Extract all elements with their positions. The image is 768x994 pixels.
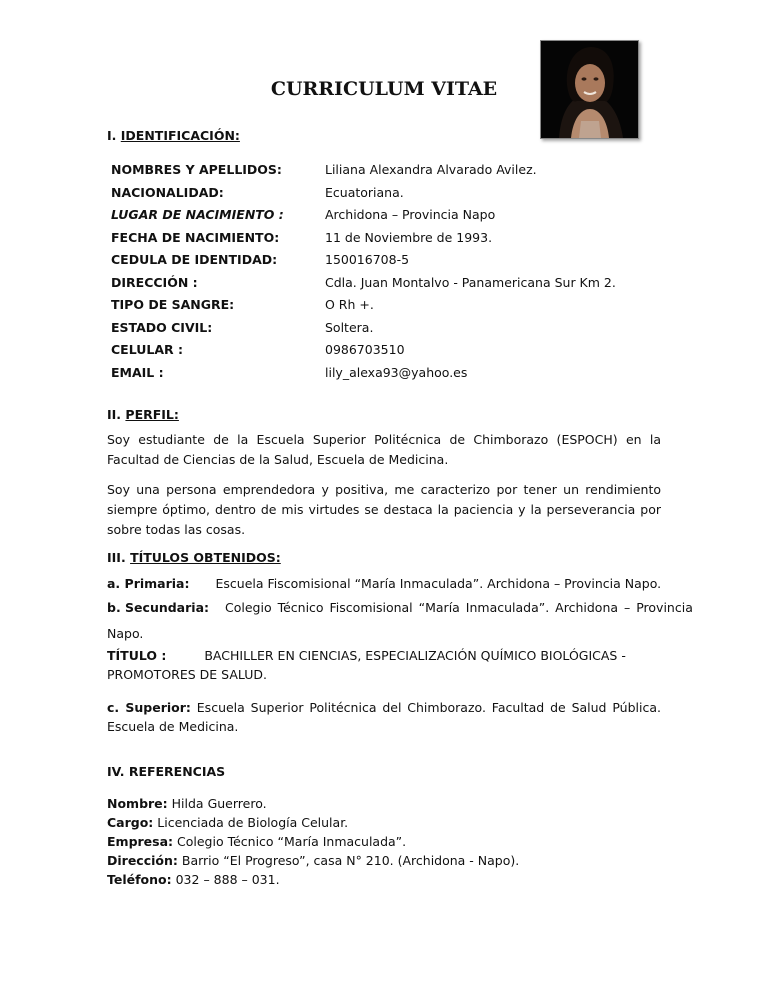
ref-value: 032 – 888 – 031. — [175, 872, 280, 887]
profile-paragraph-1: Soy estudiante de la Escuela Superior Politécnica de Chimborazo (ESPOCH) en la Facultad de Ciencias de la Salud, Escuela de Medicina. — [107, 432, 661, 467]
list-item — [107, 832, 519, 851]
primaria-line — [107, 576, 661, 591]
titulo-cont: PROMOTORES DE SALUD. — [107, 667, 267, 682]
row-value: 11 de Noviembre de 1993. — [325, 229, 493, 245]
ref-value: Hilda Guerrero. — [171, 796, 267, 811]
row-value: Soltera. — [325, 319, 374, 335]
row-label: DIRECCIÓN : — [111, 274, 198, 290]
section-titulos-heading — [107, 550, 281, 565]
titulo-line — [107, 648, 626, 663]
ref-label: Cargo: — [107, 815, 154, 830]
row-label: CELULAR : — [111, 342, 183, 357]
primaria-value: Escuela Fiscomisional “María Inmaculada”. Archidona – Provincia Napo. — [215, 576, 662, 591]
row-value: O Rh +. — [325, 297, 374, 312]
profile-paragraph-2: Soy una persona emprendedora y positiva, me caracterizo por tener un rendimiento siempre óptimo, dentro de mis virtudes se destaca la paciencia y la perseverancia por sobre todas las cosas. — [107, 482, 661, 537]
row-value: Archidona – Provincia Napo — [325, 207, 496, 222]
list-item — [107, 813, 519, 832]
titulo-label: TÍTULO : — [107, 648, 167, 663]
ref-value: Barrio “El Progreso”, casa N° 210. (Archidona - Napo). — [181, 853, 520, 868]
row-value: 150016708-5 — [325, 252, 410, 267]
secundaria-label: b. Secundaria: — [107, 600, 210, 615]
row-label: ESTADO CIVIL: — [111, 319, 213, 335]
ref-label: Nombre: — [107, 796, 168, 811]
document-title: CURRICULUM VITAE — [270, 78, 498, 100]
row-label: EMAIL : — [111, 364, 164, 380]
row-value: Ecuatoriana. — [325, 184, 404, 200]
secundaria-cont: Napo. — [107, 626, 144, 641]
ref-value: Colegio Técnico “María Inmaculada”. — [177, 834, 407, 849]
primaria-label: a. Primaria: — [107, 576, 190, 591]
row-value: Liliana Alexandra Alvarado Avilez. — [325, 162, 537, 177]
list-item — [107, 870, 519, 889]
section-number: I. — [107, 128, 117, 143]
superior-value: Escuela Superior Politécnica del Chimborazo. Facultad de Salud Pública. Escuela de Medicina. — [107, 700, 661, 734]
row-value: 0986703510 — [325, 342, 405, 357]
section-number: III. — [107, 550, 126, 565]
ref-label: Empresa: — [107, 834, 174, 849]
list-item — [107, 851, 519, 870]
row-label: LUGAR DE NACIMIENTO : — [111, 207, 284, 222]
row-value: Cdla. Juan Montalvo - Panamericana Sur Km 2. — [325, 274, 616, 290]
section-title: IDENTIFICACIÓN: — [120, 128, 240, 143]
list-item — [107, 794, 519, 813]
titulo-value: BACHILLER EN CIENCIAS, ESPECIALIZACIÓN QUÍMICO BIOLÓGICAS - — [204, 648, 626, 663]
secundaria-value: Colegio Técnico Fiscomisional “María Inmaculada”. Archidona – Provincia — [225, 600, 693, 615]
ref-label: Teléfono: — [107, 872, 172, 887]
section-referencias-heading: IV. REFERENCIAS — [107, 764, 226, 779]
superior-paragraph — [107, 698, 661, 736]
row-label: FECHA DE NACIMIENTO: — [111, 229, 280, 245]
secundaria-line — [107, 600, 693, 615]
row-label: NACIONALIDAD: — [111, 184, 224, 200]
ref-value: Licenciada de Biología Celular. — [157, 815, 349, 830]
section-title: PERFIL: — [125, 407, 179, 422]
reference-block — [107, 794, 519, 889]
row-label: NOMBRES Y APELLIDOS: — [111, 162, 282, 177]
section-identificacion-heading — [107, 128, 240, 143]
row-label: TIPO DE SANGRE: — [111, 297, 235, 312]
superior-label: c. Superior: — [107, 700, 191, 715]
email-link[interactable]: lily_alexa93@yahoo.es — [325, 364, 468, 380]
section-perfil-heading — [107, 407, 179, 422]
row-label: CEDULA DE IDENTIDAD: — [111, 252, 278, 267]
section-number: II. — [107, 407, 122, 422]
ref-label: Dirección: — [107, 853, 178, 868]
section-title: TÍTULOS OBTENIDOS: — [130, 550, 281, 565]
